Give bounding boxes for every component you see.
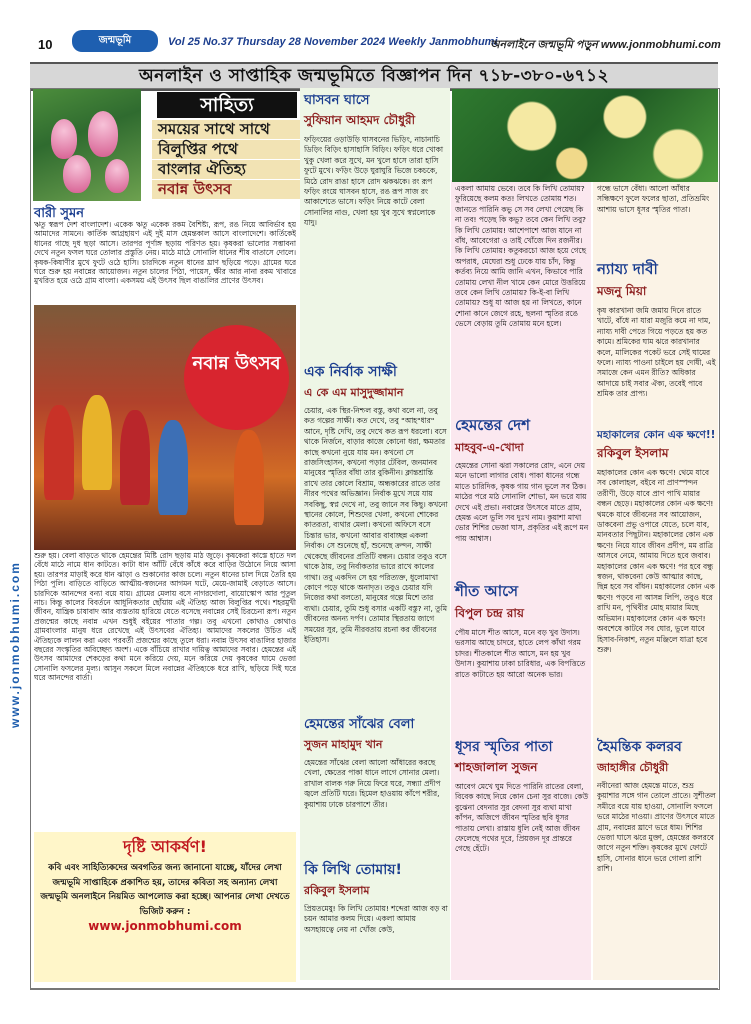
poem-ghasbon — [304, 91, 448, 351]
poem-title: এক নির্বাক সাক্ষী — [304, 364, 397, 380]
notice-box — [34, 832, 296, 982]
newspaper-logo[interactable] — [72, 30, 158, 52]
poem-text: ফড়িংয়ের ওড়াউড়ি ঘাসবনের ভিড়িং, নাচানাচি ডিড়িং বিড়িং হাসাহাসি বিড়িং। ফড়িং ধরে খোকা খুকু খেলা করে সুখে, মন খুলে হাসে তারা হাসি ফুটে মুখে। ফড়িং উড়ে ঘুরাঘুরি ভিজে চকচকে, মিঠে রোদ রাঙা হাসে রোদ ঝকঝকে। রং রূপ ফড়িং রংয়ে ঘাসবন হাসে, রঙ রূপ সাজ রং আকাশেতে ভাসে। ফড়িং নিয়ে কাটে বেলা সোনালির নাগু, খেলা হয় খুব সুখে স্বপ্নলোকে যাদু। — [304, 135, 443, 228]
festival-photo — [34, 305, 296, 550]
headline-line: বিলুপ্তির পথে — [152, 140, 300, 159]
issue-info: Vol 25 No.37 Thursday 28 November 2024 Weekly Janmobhumi — [168, 36, 498, 48]
page-number: 10 — [38, 37, 53, 52]
poem-title: হেমন্তের সাঁঝের বেলা — [304, 717, 415, 732]
notice-body: কবি এবং সাহিত্যিকদের অবগতির জন্য জানানো যাচ্ছে, যাঁদের লেখা জন্মভূমি সাপ্তাহিকে প্রকাশিত হয়, তাদের কবিতা সহ অন্যান্য লেখা জন্মভূমি অনলাইনে নিয়মিত আপলোড করা হচ্ছে। আপনার লেখা দেখতে ভিজিট করুন : — [40, 863, 290, 917]
poem-text: পৌষ মাসে শীত আসে, মনে বড় খুব উদাস। ভরসায় আছে চাদরে, হাতে লেপ কাঁথা গরম চাদর। শীতকালে শীত আসে, মন হয় খুব উদাস। কুয়াশায় ঢাকা চারিধার, এক বিপত্তিতে রাতে কাটাতে হয় আরো অনেক ভার। — [455, 628, 586, 679]
poem-title: হৈমন্তিক কলরব — [597, 739, 682, 755]
headline-line: বাংলার ঐতিহ্য — [152, 160, 300, 179]
poem-hemonter-sanjh — [304, 715, 448, 840]
notice-url[interactable]: www.jonmobhumi.com — [88, 919, 242, 933]
poem-author: শাহজালাল সুজন — [455, 760, 538, 774]
poem-title: ন্যায্য দাবী — [597, 260, 658, 278]
poem-nyajjo-dabi — [597, 258, 716, 432]
poem-title: কি লিখি তোমায়! — [304, 862, 402, 878]
poem-author: বিপুল চন্দ্র রায় — [455, 606, 524, 620]
poem-text: কৃষ কারখানা জমি জমায় দিনে রাতে খাটে, বাঁধে না যারা মজুরি কমে না দাম, ন্যায্য দাবী পেতে গিয়ে পড়তে হয় কত কামে। শ্রমিকের ঘাম ঝরে কারখানার কলে, মালিকের পকেট ভরে সেই ঘামের ফলে। ন্যায্য পাওনা চাইলে হয় দোষী, এই সমাজে কেন এমন রীতি? অধিকার আদায়ে চাই সবার ঐক্য, তবেই পাবে শ্রমিক তার প্রাপ্য। — [597, 306, 716, 399]
logo-text: জন্মভূমি — [98, 35, 132, 46]
poem-author: রকিবুল ইসলাম — [597, 446, 669, 460]
main-headline — [152, 120, 300, 200]
poem-author: মজনু মিয়া — [597, 284, 647, 298]
flower-image — [452, 89, 718, 182]
poem-shit-ashe — [455, 580, 589, 752]
poem-dhusor — [455, 735, 589, 978]
poem-ki-likhi — [304, 858, 448, 986]
poem-author: সুফিয়ান আহমদ চৌধুরী — [304, 113, 416, 127]
poem-text: চেয়ার, এক স্থির-নিশ্চল বস্তু, কথা বলে না, তবু কত গল্পের সাক্ষী। কত দেখে, তবু "আহ"ধার" আনে, দৃষ্টি দেখি, তবু দেখে কত রূপ ধরলো। বসে থাকে নির্জনে, বাড়ার কাজে কোনো ধরা, ক্ষমতার কাছে কখনো নুয়ে যায় মন। কখনো সে রাজসিংহাসন, কখনো পড়ার টেবিল, জনমানব মানুষের স্মৃতির বাঁধা তার বুকিনীন। ক্লান্তশ্রান্তি রাখে তার কোলে বিশ্রাম, অন্ধকারের রাতে তার নীরব পথের অভিজ্ঞান। নির্বাক মুখে সয়ে যায় সবকিছু, স্বপ্ন দেখে না, তবু জানে সব কিছু। কখনো স্থানের কোলে, শিশুদের খেলা, কখনো শোকের কাতরতা, ব্যথার মেলা। কখনো অফিসে বসে চিন্তার ভার, কখনো আবার বাবাচ্ছন্ন একলা নির্বাক। সে শুনেছে হাঁ, শুনেছে ক্রন্দন, সাক্ষী থেকেছে জীবনের প্রতিটি বন্ধন। চেয়ার তবুও বসে থাকে ঠায়, তবু নির্বাকতার ভারে রাখে কালের গাথা। তবু একদিন সে হয় পরিত্যক্ত, ধুলোমাখা কোণে পড়ে থাকে অনাদৃত। তবুও চেয়ার যদি নিজের কথা বলতো, মানুষের গল্পে মিশে তার ব্যথা। চেয়ার, তুমি শুধু বসার একটি বস্তু? না, তুমি জীবনের অনন্য দর্পণ। তোমার স্থিরতায় জাগে সময়ের সুর, তুমি নীরবতায় রচনা কর জীবনের ইতিহাস। — [304, 406, 448, 644]
poem-nirbak — [304, 360, 448, 712]
poem-text: নবীনেরা আজ হেমন্তে মাতে, শুভ্র কুয়াশার সঙ্গে গান তোলে প্রাতে। সুশীতল সমীরে বয়ে যায় হাওয়া, সোনালি ফসলে ভরে মাঠের দাওয়া। প্রাণের উৎসবে মাতে গ্রাম, নবান্নের ঘ্রাণে ভরে ধাম। শিশির ভেজা ঘাসে ঝরে মুক্তা, হেমন্তের কলরবে জাগে নতুন শক্তি। কৃষকের মুখে ফোটে হাসি, সোনার ধানে ভরে গোলা রাশি রাশি। — [597, 781, 716, 874]
article-body-bottom: শুরু হয়। বেলা বাড়তে থাকে হেমন্তের মিষ্টি রোদ ছড়ায় মাঠ জুড়ে। কৃষকেরা কাস্তে হাতে দল বেঁধে মাঠে নামে ধান কাটতে। কাটা ধান আঁটি বেঁধে কাঁধে করে বাড়ির উঠোনে নিয়ে আসা হয়। তারপর মাড়াই করে ধান ঝাড়া ও শুকানোর কাজ চলে। নতুন ধানের চাল দিয়ে তৈরি হয় পিঠা পুলি। বাড়িতে বাড়িতে আত্মীয়-স্বজনের আগমন ঘটে, মেয়ে-জামাই বেড়াতে আসে। চারদিকে আনন্দের বন্যা বয়ে যায়। গ্রামের মেলায় বসে নাগরদোলা, বায়োস্কোপ আর পুতুল নাচ। কিন্তু কালের বিবর্তনে আধুনিকতার ছোঁয়ায় এই ঐতিহ্য আজ বিলুপ্তির পথে। শহরমুখী জীবন, যান্ত্রিক চাষাবাদ আর ব্যস্ততায় হারিয়ে যেতে বসেছে নবান্নের সেই চিরচেনা রূপ। নতুন প্রজন্মের কাছে নবান্ন এখন শুধুই বইয়ের পাতার গল্প। তবু এখনো কোথাও কোথাও গ্রামবাংলার মানুষ ধরে রেখেছে এই উৎসবের ঐতিহ্য। আমাদের সকলের উচিত এই ঐতিহ্যকে লালন করা এবং পরবর্তী প্রজন্মের কাছে তুলে ধরা। নবান্ন উৎসব বাঙালির হাজার বছরের সংস্কৃতির অবিচ্ছেদ্য অংশ। একে বাঁচিয়ে রাখার দায়িত্ব আমাদের সবার। হেমন্তের এই উৎসব আমাদের শেকড়ের কথা মনে করিয়ে দেয়, মনে করিয়ে দেয় কৃষকের ঘামে ভেজা সোনালি ফসলের মূল্য। আসুন সকলে মিলে নবান্নের ঐতিহ্যকে ধরে রাখি, ছড়িয়ে দিই ঘরে ঘরে আনন্দের বার্তা। — [34, 551, 296, 683]
sidebar-url[interactable]: www.jonmobhumi.com — [8, 561, 22, 729]
poem-title: হেমন্তের দেশ — [455, 416, 530, 434]
page-header — [0, 0, 751, 64]
poem-author: এ কে এম মাসুদুজ্জামান — [304, 386, 404, 399]
section-label: সাহিত্য — [157, 92, 297, 118]
article-author: বারী সুমন — [34, 206, 84, 221]
poem-text: আবেগ মেখে ঘুম দিতে পারিনি রাতের বেলা, বিবেক কাছে নিয়ে কোন চেনা সুর বাজে। কেউ বুঝেনা বেদনার সুর বেদনা সুর ব্যথা মাখা কাঁপন, অজিপে জীবন স্মৃতির ছবি ধূসর পাতায় লেখা। রাস্তায় ধুলি নেই আজ জীবন ফেলেছে পথের দূরে, প্রিয়জন দূর প্রান্তরে গেছে হেঁটে। — [455, 782, 589, 854]
poem-haimantik — [597, 735, 716, 977]
read-online-text[interactable]: অনলাইনে জন্মভূমি পড়ুন www.jonmobhumi.com — [490, 39, 721, 51]
headline-line: নবান্ন উৎসব — [152, 180, 300, 199]
footer-rule — [30, 988, 718, 989]
poem-title: ধূসর স্মৃতির পাতা — [455, 739, 553, 755]
ad-banner: অনলাইন ও সাপ্তাহিক জন্মভূমিতে বিজ্ঞাপন দিন ৭১৮-৩৮০-৬৭১২ — [30, 62, 718, 91]
lotus-image — [33, 89, 141, 201]
poem-author: সুজন মাহামুদ খান — [304, 738, 383, 751]
poem-text: প্রিয়তমেষু! কি লিখি তোমায়! শব্দেরা আজ বড় বা চয়ন আমার কলম দিয়ে। একলা আমায় অসহায়ত্বে নেয় না খোঁজ কেউ, — [304, 904, 448, 934]
poem-title: ঘাসবন ঘাসে — [304, 93, 370, 108]
poem-ki-likhi-continued: একলা আমায় ভেবে। তবে কি লিখি তোমায়? ফুরিয়েছে কলম কত! লিখতে তোমায় শত। জানতে পারিনি কভু সে সব লেখা পেয়েছ কি না তব! পড়েছ কি কভু? তবে কেন লিখি তবু? কি লিখি তোমায়! আশেপাশে আজ যানে না বাঁধ, আবেগেরা ও তাই খোঁজে দিন রজনীর। কি লিখি তোমায়! কতুকরচো আজ হয়ে গেছে অপরাধ, মেঘেরা শুধু ঢেকে যায় চাঁদ, কিন্তু কর্তব্য নিয়ে আমি জানি এখন, কিভাবে পারি তোমায় লেখা নীল খামে কেন মোরে উত্তরিয়ে তবে কেন লিখি তোমায়? কি-ই-বা লিখি তোমায়? শুধু যা আজ হয় না লিখতে, কানে শোনা কানে জেগে রহে, ছলনা স্মৃতির রঙে ভেসে বেড়ায় তুমি তোমায় মনে হলে। — [455, 184, 587, 329]
poem-mahakal — [597, 428, 716, 738]
poem-author: মাহবুব-এ-খোদা — [455, 441, 524, 454]
poem-text: হেমন্তের সাঁঝের বেলা আলো আঁধারের করছে খেলা, ক্ষেতের পাকা ধানে লাগে সোনার মেলা। রাখাল বালক গরু নিয়ে ফিরে ঘরে, সন্ধ্যা প্রদীপ জ্বলে প্রতিটি ঘরে। হিমেল হাওয়ায় কাঁপে শরীর, কুয়াশায় ঢাকে চারপাশে তীর। — [304, 758, 441, 809]
poem-text: মহাকালের কোন এক ক্ষণে! থেমে যাবে সব কোলাহল, বইবে না প্রাণস্পন্দন তরীণী, উড়ে যাবে প্রাণ পাখি মায়ার বন্ধন ছেড়ে। মহাকালের কোন এক ক্ষণে! থমকে যাবে জীবনের সব আয়োজন, ডাকবেনা প্রভু ওপারে যেতে, চলে যাব, মানবতার পিছুটান। মহাকালের কোন এক ক্ষণে! নিয়ে যাবে জীবন প্রদীপ, মম রাত্রি আসবে নেমে, আমায় দিতে হবে জবাব। মহাকালের কোন এক ক্ষণে! পর হবে বন্ধু স্বজন, থাকবেনা কেউ আত্মার কাছে, ছিন্ন হবে সব বাঁধন। মহাকালের কোন এক ক্ষণে! পড়বে না আসন্ন লিপি, তবুও ধরে রাখি মন, পৃথিবীর মোহ মায়ার মিছে অভিমান। মহাকালের কোন এক ক্ষণে! অবশেষে কাটবে সব ঘোর, ভুলে যাবে হিসাব-নিকাশ, নতুন মঞ্জিলে যাত্রা হবে শুরু। — [597, 468, 715, 654]
poem-dhusor-continued: গন্ধে ভাসে বেঁধা। আলো আঁধার সন্ধিক্ষণে ফুলে ফলের ছাতা, প্রতিভ্রমিং আশায় ভাসে ধূসর স্মৃতির পাতা। — [597, 184, 710, 214]
headline-line: সময়ের সাথে সাথে — [152, 120, 300, 139]
notice-title: দৃষ্টি আকর্ষণ! — [123, 837, 207, 856]
article-body-top: ঋতু স্বরূপ দেশ বাংলাদেশ। একেক ঋতু একেক রকম বৈশিষ্ট্য, রূপ, রঙ নিয়ে আবির্ভাব হয় আমাদের সামনে। কার্তিক আগ্রহায়ণ এই দুই মাস হেমন্তকাল আসে বাংলাদেশে। কার্তিকেই ধানের গাছে দুধ ছড়া আসে। তারপর পূর্ণাঙ্গ ছড়ায় পরিণত হয়। কৃষকরা ভালোর সম্ভাবনা দেখে নতুন ফসল ঘরে তোলার প্রস্তুতি নেয়। মাঠে মাঠে সোনালি ধানের শীষ বাতাসে দোলে। কৃষক-কিষাণীর মুখে ফুটে ওঠে হাসি। চারদিকে নতুন ধানের ঘ্রাণ ছড়িয়ে পড়ে। গ্রামের ঘরে ঘরে শুরু হয় নবান্নের আয়োজন। নতুন চালের পিঠা, পায়েস, ক্ষীর আর নানা রকম খাবারে মুখরিত হয়ে ওঠে গ্রাম বাংলা। একসময় এই উৎসব ছিল বাঙালির প্রাণের উৎসব। — [34, 220, 296, 286]
poem-author: রকিবুল ইসলাম — [304, 884, 370, 897]
poem-hemonter-desh — [455, 414, 589, 573]
poem-author: জাহাঙ্গীর চৌধুরী — [597, 761, 669, 774]
poem-text: হেমন্তের সোনা ঝরা সকালের রোদ, এনে দেয় মনে ভালো লাগার বোধ। পাকা ধানের গন্ধে মাতে চারিদিক, কৃষক গায় গান ভুলে সব ঠিক। মাঠের পরে মাঠ সোনালি শোভা, মন ভরে যায় দেখে এই প্রভা। নবান্নের উৎসবে মাতে গ্রাম, হেমন্ত এলে ভুলি সব দুঃখ নাম। কুয়াশা মাখা ভোর শিশির ভেজা ঘাস, প্রকৃতির এই রূপে মন পায় আশ্বাস। — [455, 461, 589, 543]
poem-title: শীত আসে — [455, 582, 519, 600]
poem-title: মহাকালের কোন এক ক্ষণে!! — [597, 429, 716, 441]
photo-caption: নবান্ন উৎসব — [184, 325, 289, 430]
